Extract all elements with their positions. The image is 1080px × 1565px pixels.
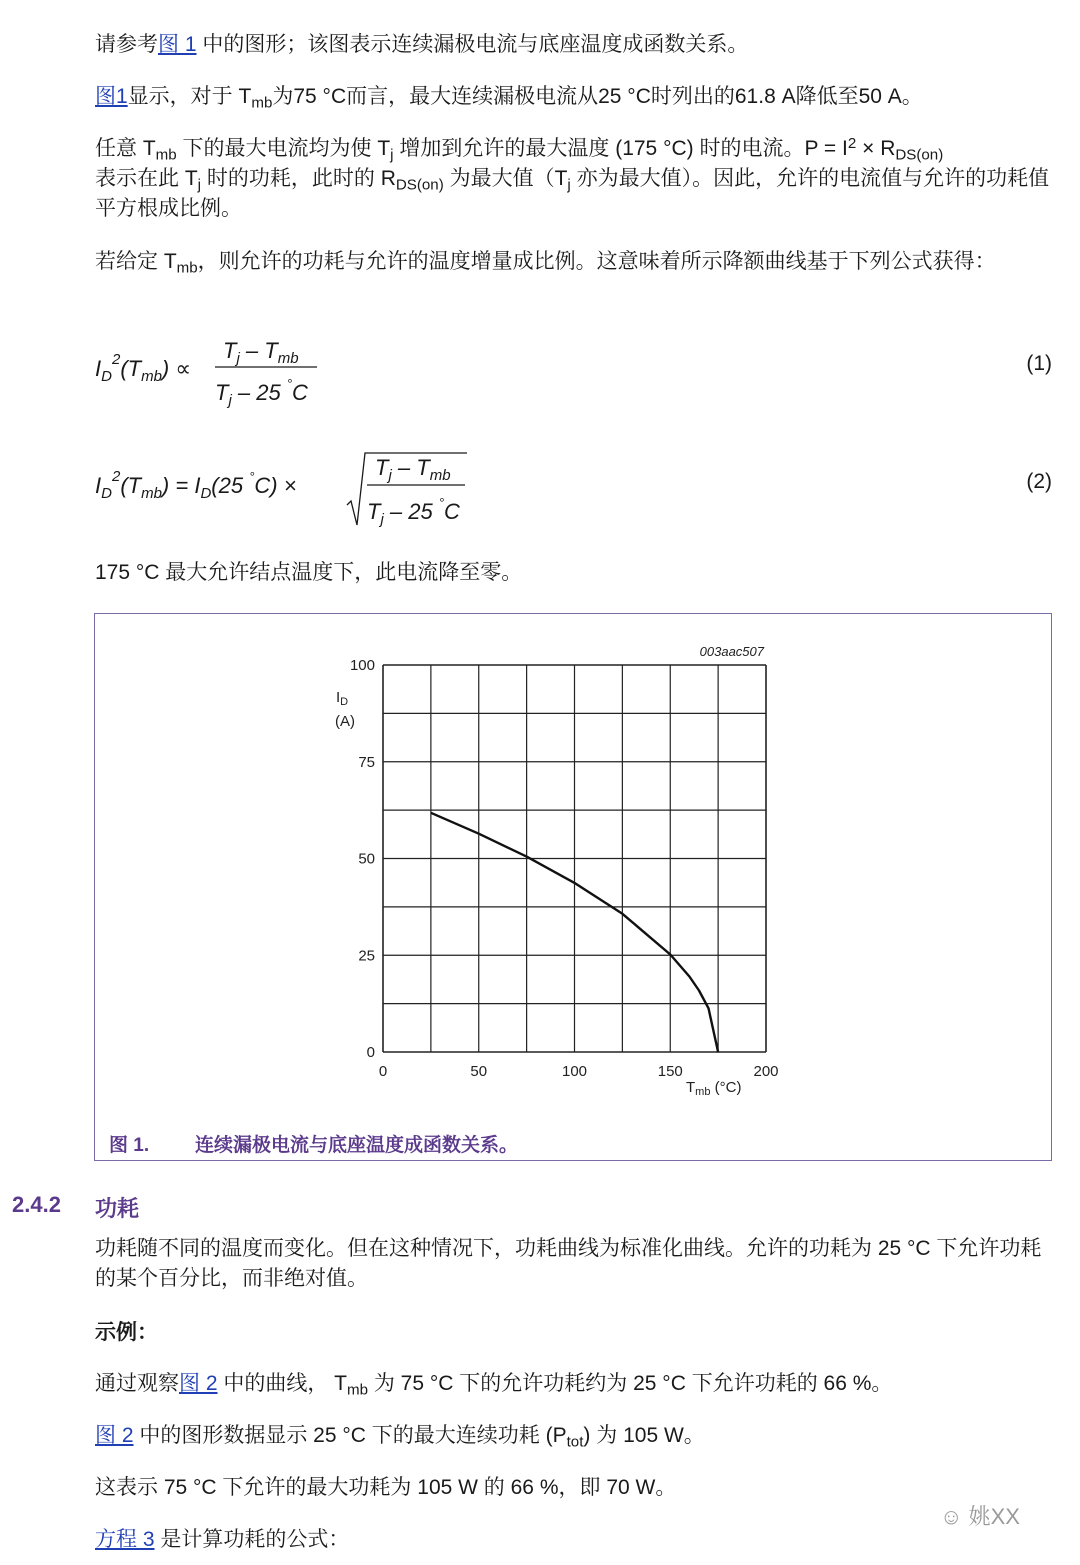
paragraph-derating-basis: 若给定 $T_{mb}$，则允许的功耗与允许的温度增量成比例。这意味着所示降额曲线基于下列公式获得： [95, 250, 996, 277]
example-heading: 示例： [95, 1321, 158, 1344]
svg-text:ID2(Tmb) = ID(25 °C) ×: $I_D^2(T_{mb}) = I_D(25$ °C) × [95, 468, 297, 502]
paragraph-power-relation: 任意 $T_{mb}$ 下的最大电流均为使 $T_j$ 增加到允许的最大温度 (175 °C) 时的电流。$P = I^2 \times R_{DS(on)}$ 表示在此 $T_j$ 时的功耗，此时的 $R_{DS(on)}$ 为最大值（$T_j$ 亦为最大值）。因此，允许的电流值与允许的功耗值平方根成比例。 [95, 135, 1050, 220]
svg-text:Tj – 25 °C: $T_j - 25$ °C [367, 495, 460, 528]
figure-1-caption-label: 图 1. [109, 1135, 150, 1156]
paragraph-example-curve: 通过观察图 2 中的曲线， $T_{mb}$ 为 75 °C 下的允许功耗约为 25 °C 下允许功耗的 66 %。 [95, 1372, 893, 1399]
paragraph-equation-ref: 方程 3 是计算功耗的公式： [95, 1528, 350, 1551]
x-tick-label: 150 [657, 1063, 683, 1080]
paragraph-zero-current: 175 °C 最大允许结点温度下，此电流降至零。 [95, 561, 523, 584]
svg-text:Tj – Tmb: $T_j - T_{mb}$ [375, 455, 451, 484]
figure-1-link-2[interactable]: 图1 [95, 85, 128, 108]
svg-text:Tj – 25 °C: $T_j - 25$ °C [215, 376, 308, 409]
paragraph-power-dissipation: 功耗随不同的温度而变化。但在这种情况下，功耗曲线为标准化曲线。允许的功耗为 25 °C 下允许功耗的某个百分比，而非绝对值。 [95, 1237, 1042, 1290]
x-tick-label: 100 [561, 1063, 588, 1080]
figure-2-link[interactable]: 图 2 [179, 1372, 218, 1395]
x-tick-label: 0 [378, 1063, 388, 1080]
wechat-icon: ☺ [940, 1504, 963, 1529]
paragraph-max-power: 图 2 中的图形数据显示 25 °C 下的最大连续功耗 $(P_{tot})$ 为 105 W。 [95, 1424, 705, 1451]
paragraph-figure-reference: 请参考图 1 中的图形；该图表示连续漏极电流与底座温度成函数关系。 [95, 33, 749, 56]
section-title: 功耗 [95, 1196, 140, 1221]
y-tick-label: 50 [358, 850, 375, 868]
paragraph-max-current: 图1显示，对于 $T_{mb}$为75 °C而言，最大连续漏极电流从25 °C时列出的61.8 A降低至50 A。 [95, 85, 923, 112]
watermark: ☺ 姚XX [940, 1504, 1020, 1529]
figure-1-link[interactable]: 图 1 [158, 33, 197, 56]
section-number: 2.4.2 [12, 1192, 61, 1217]
figure-1-caption-text: 连续漏极电流与底座温度成函数关系。 [195, 1135, 519, 1156]
x-axis-label: $T_{mb}$ (°C) [686, 1079, 742, 1098]
y-tick-label: 25 [358, 947, 375, 965]
figure-1-caption [109, 1130, 518, 1157]
y-axis-unit: (A) [335, 713, 355, 730]
y-tick-label: 100 [349, 657, 375, 674]
y-axis-label: $I_D$ [336, 689, 349, 708]
equation-1-number: (1) [1026, 352, 1052, 375]
paragraph-allowed-power: 这表示 75 °C 下允许的最大功耗为 105 W 的 66 %，即 70 W。 [95, 1476, 677, 1499]
x-tick-label: 50 [470, 1063, 488, 1080]
x-tick-label: 200 [753, 1063, 779, 1080]
figure-code: 003aac507 [699, 644, 764, 659]
svg-text:ID2(Tmb) ∝: $I_D^2(T_{mb})$ ∝ [95, 351, 192, 385]
y-tick-label: 0 [366, 1044, 375, 1061]
equation-2-number: (2) [1026, 470, 1052, 493]
equation-3-link[interactable]: 方程 3 [95, 1528, 155, 1551]
figure-2-link-2[interactable]: 图 2 [95, 1424, 134, 1447]
y-tick-label: 75 [358, 753, 375, 771]
svg-text:Tj – Tmb: $T_j - T_{mb}$ [223, 338, 299, 367]
